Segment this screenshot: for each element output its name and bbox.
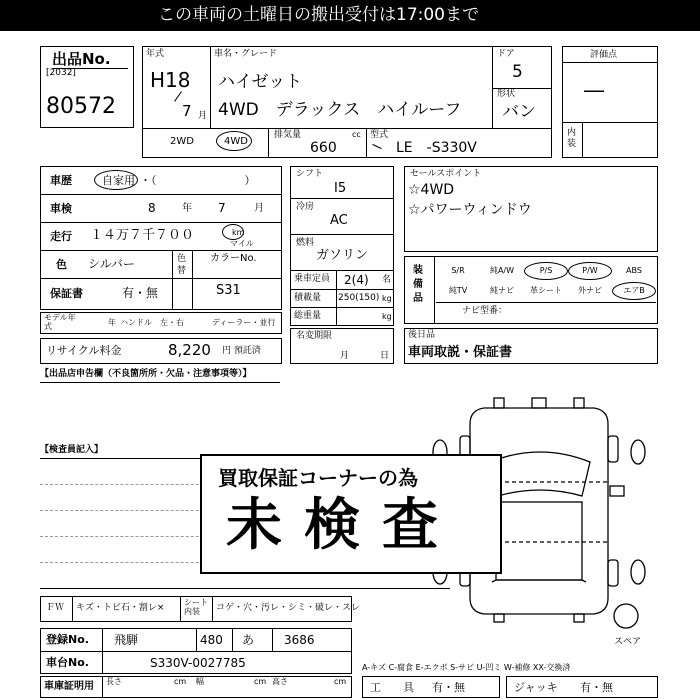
legend-text: A-キズ C-腐食 E-エクボ S-サビ U-凹ミ W-補修 XX-交換済: [362, 663, 571, 672]
shape-label: 形状: [497, 89, 516, 99]
sales-point-line2: ☆パワーウィンドウ: [408, 202, 532, 218]
fw-label: ＦＷ: [46, 603, 65, 613]
drive-2wd: 2WD: [170, 136, 194, 147]
cert-unit-2: cm: [254, 677, 267, 686]
equipment-navi: ナビ型番：: [462, 306, 508, 316]
chassis-value: S330V-0027785: [150, 656, 246, 670]
lot-label: 出品No.: [52, 50, 111, 68]
shift-value: I5: [334, 181, 347, 196]
color-change-label: 色替: [177, 254, 187, 276]
aircon-value: AC: [330, 213, 348, 228]
cert-label: 車庫証明用: [44, 681, 94, 692]
name-change-day: 日: [380, 351, 390, 361]
gross-label: 総重量: [294, 311, 322, 321]
equipment-item: 純A/W: [489, 266, 515, 275]
displacement-label: 排気量: [274, 130, 302, 140]
tools-label: 工 具: [370, 681, 414, 694]
equipment-item: 純TV: [448, 286, 468, 295]
recycle-label: リサイクル料金: [46, 344, 122, 357]
mileage-km-circle: [222, 224, 244, 240]
cert-unit-3: cm: [334, 677, 347, 686]
color-value: シルバー: [88, 257, 135, 271]
drive-4wd-circle: [216, 131, 252, 151]
inspector-notes-label: 【検査員記入】: [40, 445, 104, 455]
registration-class: 480: [200, 633, 223, 647]
doors-value: 5: [512, 62, 523, 82]
cert-width: 幅: [196, 677, 204, 686]
cert-length: 長さ: [106, 677, 122, 686]
equipment-item: 外ナビ: [578, 286, 602, 295]
post-items-value: 車両取説・保証書: [408, 345, 513, 360]
registration-label: 登録No.: [46, 633, 89, 646]
equipment-item: 純ナビ: [490, 286, 514, 295]
cert-height: 高さ: [272, 677, 288, 686]
mileage-unit: km: [232, 228, 245, 237]
year-month: 7: [182, 102, 192, 120]
equipment-item: P/S: [524, 262, 568, 280]
jack-label: ジャッキ: [514, 681, 558, 694]
color-label: 色: [56, 258, 67, 271]
history-label: 車歴: [50, 174, 72, 187]
year-label: 年式: [146, 49, 165, 59]
load-value: 250(150): [338, 293, 380, 303]
lot-number: 80572: [46, 94, 116, 119]
equipment-item: S/R: [451, 266, 465, 275]
name-change-month: 月: [340, 351, 350, 361]
sales-point-label: セールスポイント: [410, 169, 482, 179]
model-year-dealer: ディーラー・並行: [212, 318, 276, 327]
stamp-line2: 未検査: [226, 493, 460, 558]
jack-value: 有・無: [580, 681, 613, 694]
equipment-item: 革シート: [530, 286, 562, 295]
model-year-handle: ハンドル 左・右: [120, 318, 184, 327]
post-items-label: 後日品: [408, 330, 436, 340]
capacity-label: 乗車定員: [294, 274, 331, 284]
inspection-year: 8: [148, 201, 156, 215]
color-code-label: カラーNo.: [210, 253, 257, 264]
registration-region: 飛騨: [114, 633, 139, 647]
shape-value: バン: [502, 102, 536, 122]
fw-seat-value: コゲ・穴・汚レ・シミ・破レ・スレ: [216, 603, 361, 613]
inspection-month-unit: 月: [254, 203, 264, 214]
fuel-label: 燃料: [296, 238, 315, 248]
score-value: ―: [584, 78, 604, 102]
model-label: 車名・グレード: [214, 49, 278, 59]
warranty-value: 有・無: [122, 286, 159, 300]
mileage-mile: マイル: [230, 239, 254, 248]
year-month-unit: 月: [198, 111, 208, 121]
warranty-label: 保証書: [50, 287, 83, 300]
load-label: 積載量: [294, 293, 322, 303]
gross-unit: kg: [382, 312, 392, 321]
registration-number: 3686: [284, 633, 315, 647]
mileage-value: １４万７千７００: [90, 228, 195, 243]
equipment-item: P/W: [568, 262, 612, 280]
chassis-label: 車台No.: [46, 656, 89, 669]
equipment-label: 装備品: [413, 265, 423, 304]
inspection-label: 車検: [50, 202, 72, 215]
displacement-unit: cc: [352, 130, 361, 139]
aircon-label: 冷房: [296, 202, 315, 212]
fuel-value: ガソリン: [316, 248, 369, 263]
inspection-month: 7: [218, 201, 226, 215]
load-unit: kg: [382, 294, 392, 303]
equipment-item: ABS: [626, 266, 642, 275]
sales-point-line1: ☆4WD: [408, 182, 455, 198]
seller-notes-label: 【出品店申告欄（不良箇所所・欠品・注意事項等）】: [40, 369, 252, 379]
recycle-value: 8,220: [168, 341, 211, 359]
capacity-unit: 名: [382, 275, 392, 285]
inspection-year-unit: 年: [182, 203, 192, 214]
model-year-label: モデル年式: [44, 313, 76, 331]
tools-value: 有・無: [432, 681, 465, 694]
type-label: 型式: [370, 130, 389, 140]
shift-label: シフト: [296, 169, 324, 179]
cert-unit-1: cm: [174, 677, 187, 686]
fw-seat-label: シート内装: [184, 598, 208, 616]
spare-label: スペア: [614, 637, 642, 647]
history-circle: [94, 170, 138, 190]
doors-label: ドア: [497, 49, 515, 59]
name-change-label: 名変期限: [296, 331, 333, 341]
fw-value: キズ・トビ石・割レ×: [76, 603, 165, 613]
mileage-label: 走行: [50, 230, 72, 243]
model-year-year: 年: [108, 318, 116, 327]
lot-sub: [2032]: [46, 68, 76, 78]
equipment-item: エアB: [612, 282, 656, 300]
history-rest: ・（ ）: [140, 174, 256, 187]
displacement-value: 660: [310, 140, 337, 156]
banner-text: この車両の土曜日の搬出受付は17:00まで: [158, 5, 479, 25]
recycle-unit: 円 預託済: [222, 346, 261, 356]
registration-kana: あ: [242, 633, 255, 647]
drive-4wd: 4WD: [224, 136, 248, 147]
stamp-line1: 買取保証コーナーの為: [218, 466, 418, 490]
color-code: S31: [216, 283, 241, 298]
type-value: LE -S330V: [396, 140, 477, 156]
history-value: 自家用: [102, 174, 135, 187]
year-value: H18: [150, 68, 191, 92]
model-grade: 4WD デラックス ハイルーフ: [218, 100, 462, 120]
interior-label: 内装: [567, 128, 577, 149]
model-name: ハイゼット: [218, 72, 303, 92]
capacity-value: 2(4): [344, 273, 369, 287]
score-label: 評価点: [590, 50, 618, 60]
